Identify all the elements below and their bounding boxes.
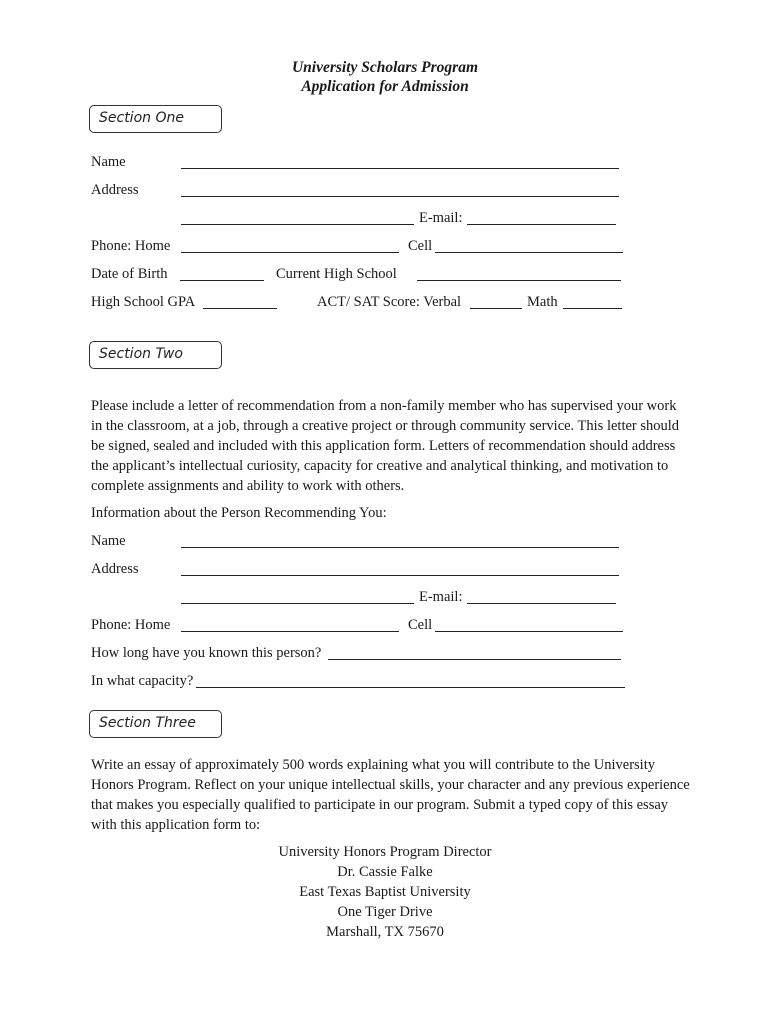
recommendation-instructions: Please include a letter of recommendation from a non-family member who has supervised your work in the classroom, at a job, through a creative project or through community service. This letter should be signed, sealed and included with this application form. Letters of recommendation should address the applicant’s intellectual curiosity, capacity for creative and analytical thinking, and motivation to complete assignments and ability to work with others. [91,398,680,494]
applicant-phone-home-field[interactable] [181,252,399,253]
act-sat-verbal-field[interactable] [470,308,522,309]
section-two-heading: Section Two [99,346,183,362]
date-of-birth-label: Date of Birth [91,266,168,282]
section-three-heading: Section Three [99,715,196,731]
how-long-known-field[interactable] [328,659,621,660]
form-subtitle: Application for Admission [301,78,469,95]
math-label: Math [527,294,558,310]
applicant-phone-home-label: Phone: Home [91,238,171,254]
applicant-cell-field[interactable] [435,252,623,253]
recommender-address-field[interactable] [181,575,619,576]
recommender-email-label: E-mail: [419,589,463,605]
essay-instructions: Write an essay of approximately 500 words explaining what you will contribute to the University Honors Program. Reflect on your unique intellectual skills, your character and any previous experience that makes you especially qualified to participate in our program. Submit a typed copy of this essay with this application form to: [91,757,690,833]
section-one-heading-box [89,105,222,133]
recommender-address-label: Address [91,561,139,577]
mailing-address-line: Dr. Cassie Falke [337,864,433,880]
applicant-address-label: Address [91,182,139,198]
mailing-address-line: Marshall, TX 75670 [326,924,444,940]
mailing-address-line: One Tiger Drive [337,904,433,920]
capacity-field[interactable] [196,687,625,688]
date-of-birth-field[interactable] [180,280,264,281]
math-score-field[interactable] [563,308,622,309]
recommender-name-field[interactable] [181,547,619,548]
form-title: University Scholars Program [291,59,478,76]
mailing-address-line: University Honors Program Director [278,844,492,860]
mailing-address-line: East Texas Baptist University [299,884,471,900]
gpa-label: High School GPA [91,294,196,310]
capacity-label: In what capacity? [91,673,194,689]
recommender-name-label: Name [91,533,126,549]
applicant-name-label: Name [91,154,126,170]
applicant-email-field[interactable] [467,224,616,225]
applicant-cell-label: Cell [408,238,433,254]
recommender-info-heading: Information about the Person Recommending You: [91,505,387,521]
applicant-address-line2-field[interactable] [181,224,414,225]
how-long-known-label: How long have you known this person? [91,645,322,661]
current-high-school-label: Current High School [276,266,397,282]
applicant-address-field[interactable] [181,196,619,197]
recommender-email-field[interactable] [467,603,616,604]
recommender-phone-home-field[interactable] [181,631,399,632]
current-high-school-field[interactable] [417,280,621,281]
recommender-phone-home-label: Phone: Home [91,617,171,633]
gpa-field[interactable] [203,308,277,309]
section-three-heading-box [89,710,222,738]
recommender-cell-field[interactable] [435,631,623,632]
act-sat-verbal-label: ACT/ SAT Score: Verbal [317,294,462,310]
section-two-heading-box [89,341,222,369]
recommender-cell-label: Cell [408,617,433,633]
recommender-address-line2-field[interactable] [181,603,414,604]
section-one-heading: Section One [99,110,184,126]
applicant-email-label: E-mail: [419,210,463,226]
applicant-name-field[interactable] [181,168,619,169]
